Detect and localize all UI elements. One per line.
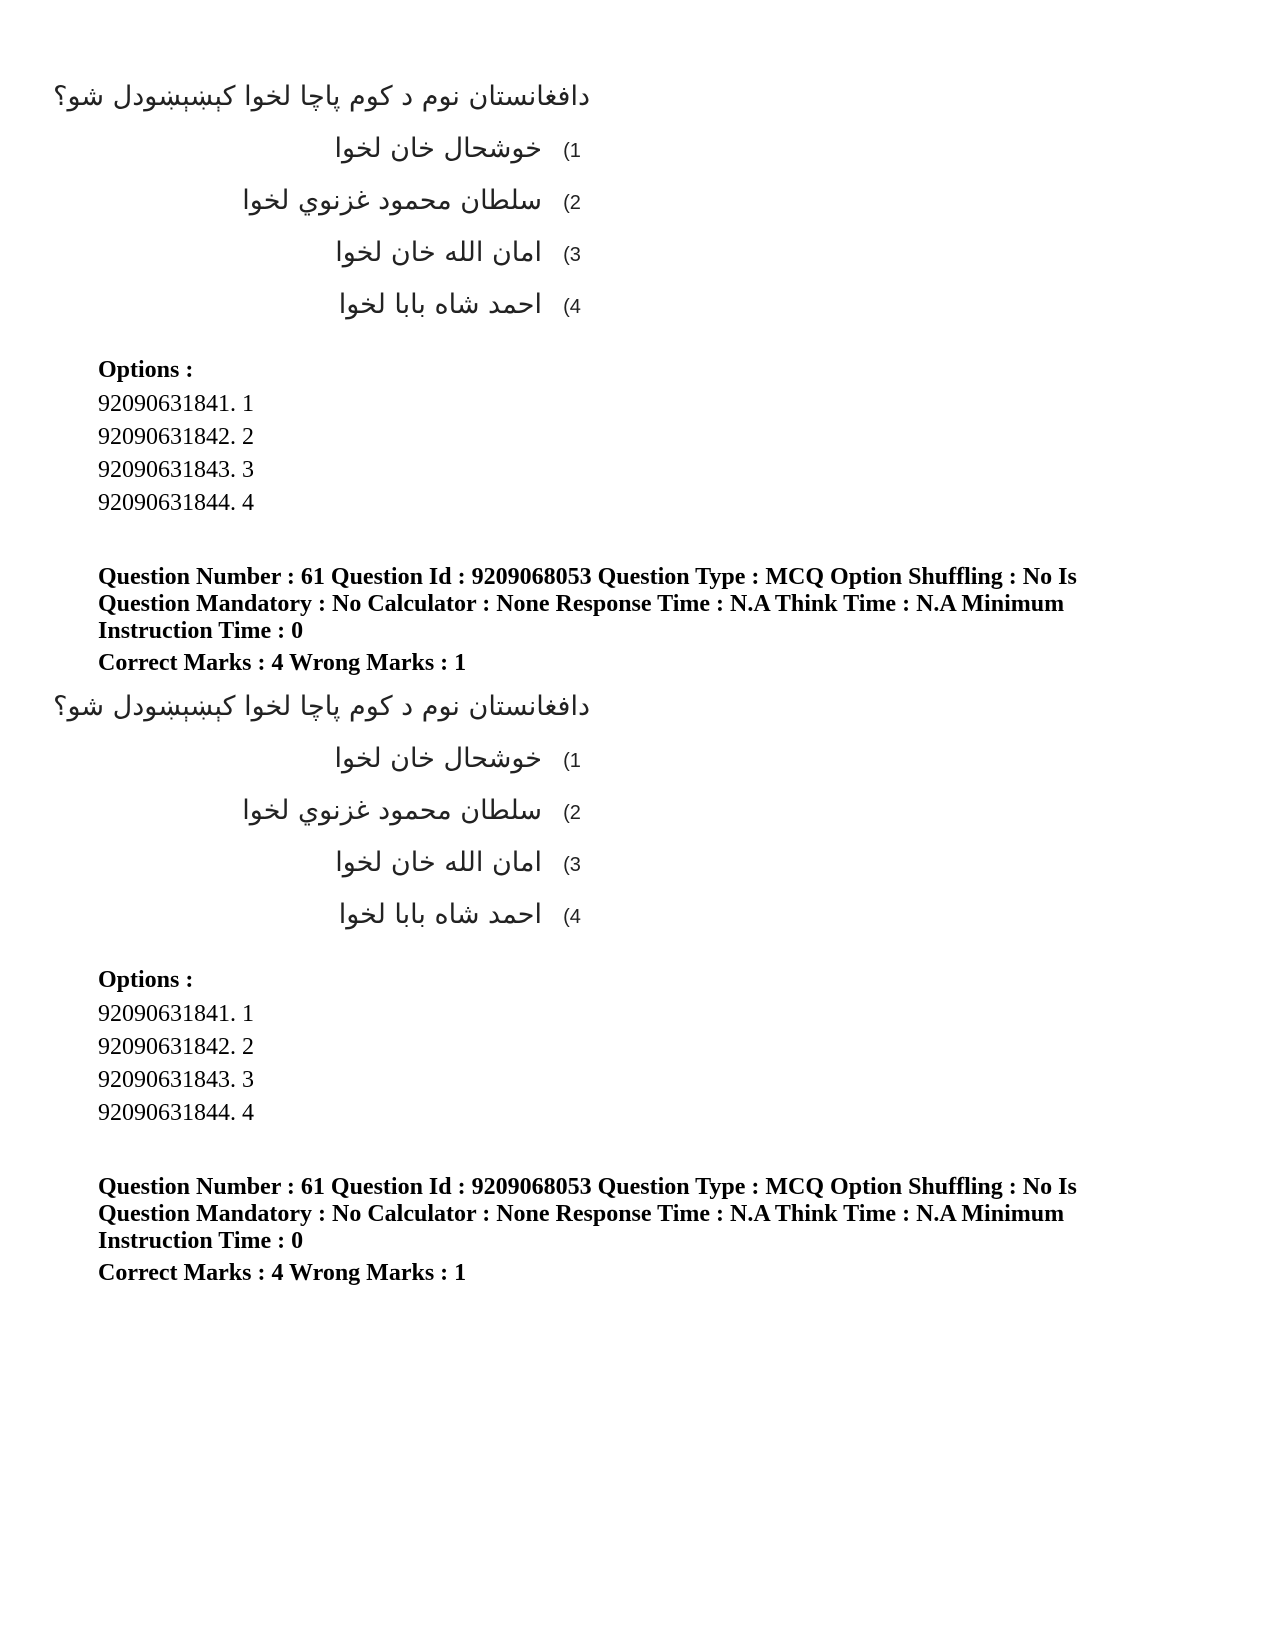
question-meta-line: Question Number : 61 Question Id : 9209068053 Question Type : MCQ Option Shuffling : No Is: [98, 564, 1077, 590]
options-label: Options :: [98, 357, 194, 383]
question-option: [335, 846, 590, 882]
marks-line: Correct Marks : 4 Wrong Marks : 1: [98, 650, 467, 676]
option-id-line: 92090631842. 2: [98, 1034, 254, 1060]
option-id-line: 92090631844. 4: [98, 1100, 254, 1126]
option-id-line: 92090631841. 1: [98, 391, 254, 417]
option-id-line: 92090631843. 3: [98, 457, 254, 483]
option-text: امان الله خان لخوا: [335, 237, 542, 268]
option-text: احمد شاه بابا لخوا: [338, 289, 542, 320]
question-meta-line: Question Mandatory : No Calculator : None Response Time : N.A Think Time : N.A Minimum: [98, 591, 1065, 617]
question-meta-line: Question Number : 61 Question Id : 9209068053 Question Type : MCQ Option Shuffling : No Is: [98, 1174, 1077, 1200]
option-id-line: 92090631842. 2: [98, 424, 254, 450]
question-option: [339, 288, 590, 324]
question-image: [53, 72, 590, 337]
option-number: (3: [563, 854, 581, 876]
question-image: [53, 682, 590, 947]
question-option: [334, 742, 590, 778]
option-number: (4: [563, 296, 581, 318]
option-text: خوشحال خان لخوا: [334, 133, 542, 164]
question-option: [334, 132, 590, 168]
question-meta-line: Instruction Time : 0: [98, 1228, 304, 1254]
option-id-line: 92090631843. 3: [98, 1067, 254, 1093]
option-text: احمد شاه بابا لخوا: [338, 899, 542, 930]
question-stem: دافغانستان نوم د کوم پاچا لخوا کېښېښودل شو؟: [53, 691, 590, 722]
option-text: سلطان محمود غزنوي لخوا: [242, 185, 542, 216]
option-text: خوشحال خان لخوا: [334, 743, 542, 774]
question-option: [339, 898, 590, 934]
option-number: (3: [563, 244, 581, 266]
option-text: امان الله خان لخوا: [335, 847, 542, 878]
option-number: (2: [563, 802, 581, 824]
option-text: سلطان محمود غزنوي لخوا: [242, 795, 542, 826]
question-option: [242, 184, 590, 220]
marks-line: Correct Marks : 4 Wrong Marks : 1: [98, 1260, 467, 1286]
question-option: [335, 236, 590, 272]
option-id-line: 92090631841. 1: [98, 1001, 254, 1027]
question-meta-line: Instruction Time : 0: [98, 618, 304, 644]
option-number: (1: [563, 750, 581, 772]
question-meta-line: Question Mandatory : No Calculator : None Response Time : N.A Think Time : N.A Minimum: [98, 1201, 1065, 1227]
option-number: (1: [563, 140, 581, 162]
option-number: (4: [563, 906, 581, 928]
option-number: (2: [563, 192, 581, 214]
question-option: [242, 794, 590, 830]
options-label: Options :: [98, 967, 194, 993]
question-stem: دافغانستان نوم د کوم پاچا لخوا کېښېښودل شو؟: [53, 81, 590, 112]
option-id-line: 92090631844. 4: [98, 490, 254, 516]
